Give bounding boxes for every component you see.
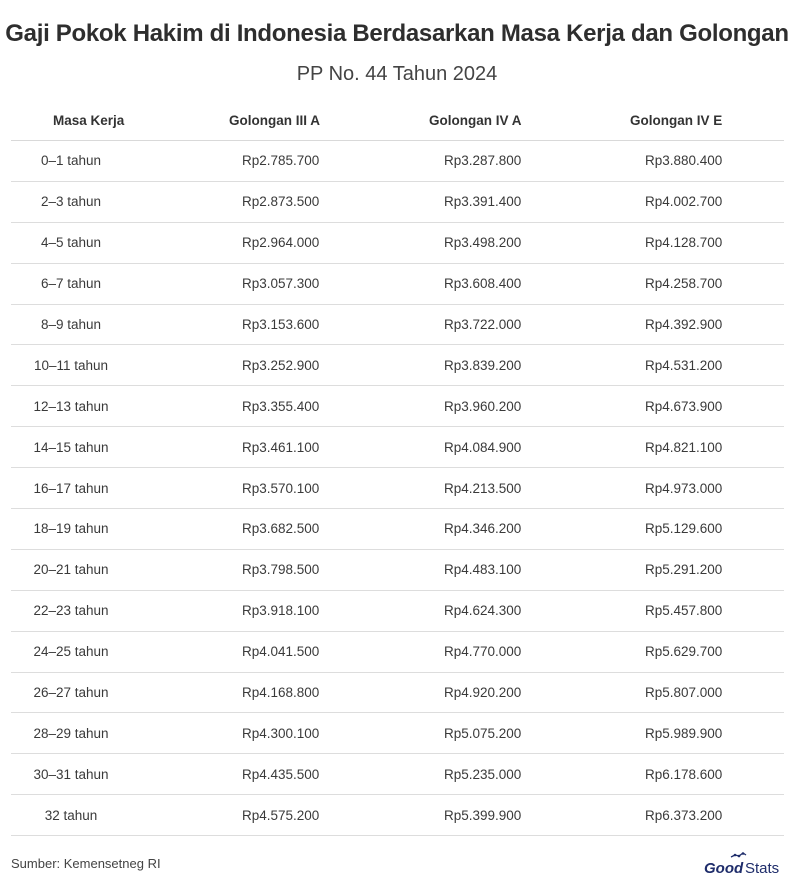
golongan-iii-a-cell: Rp3.918.100 <box>242 603 320 619</box>
table-row <box>11 264 784 305</box>
column-header-masa-kerja: Masa Kerja <box>53 112 125 128</box>
golongan-iv-a-cell: Rp4.770.000 <box>444 644 522 660</box>
table-row <box>11 345 784 386</box>
golongan-iv-a-cell: Rp4.624.300 <box>444 603 522 619</box>
masa-kerja-cell: 24–25 tahun <box>33 644 109 660</box>
golongan-iii-a-cell: Rp4.041.500 <box>242 644 320 660</box>
golongan-iii-a-cell: Rp3.252.900 <box>242 357 320 373</box>
golongan-iv-a-cell: Rp3.287.800 <box>444 153 522 169</box>
masa-kerja-cell: 8–9 tahun <box>40 317 102 332</box>
golongan-iv-a-cell: Rp4.213.500 <box>444 480 522 496</box>
masa-kerja-cell: 14–15 tahun <box>33 439 109 455</box>
golongan-iv-e-cell: Rp5.291.200 <box>645 562 723 578</box>
masa-kerja-cell: 4–5 tahun <box>40 235 102 251</box>
table-row <box>11 632 784 673</box>
golongan-iv-a-cell: Rp4.084.900 <box>444 439 522 455</box>
table-row <box>11 223 784 264</box>
golongan-iv-e-cell: Rp5.629.700 <box>645 644 723 660</box>
masa-kerja-cell: 6–7 tahun <box>40 276 102 292</box>
masa-kerja-cell: 22–23 tahun <box>33 603 109 619</box>
masa-kerja-cell: 20–21 tahun <box>33 562 109 578</box>
table-row <box>11 509 784 550</box>
golongan-iv-e-cell: Rp4.673.900 <box>645 398 723 414</box>
golongan-iv-a-cell: Rp4.346.200 <box>444 521 522 537</box>
masa-kerja-cell: 32 tahun <box>44 807 98 823</box>
column-header-golongan-iv-e: Golongan IV E <box>630 112 723 128</box>
golongan-iii-a-cell: Rp3.461.100 <box>242 439 320 455</box>
golongan-iv-e-cell: Rp5.807.000 <box>645 685 723 701</box>
golongan-iii-a-cell: Rp3.153.600 <box>242 317 320 332</box>
masa-kerja-cell: 30–31 tahun <box>33 766 109 782</box>
logo-text-good: Good <box>704 860 744 876</box>
golongan-iv-e-cell: Rp4.821.100 <box>645 439 723 455</box>
column-header-golongan-iii-a: Golongan III A <box>229 112 320 128</box>
table-header <box>11 100 784 141</box>
golongan-iii-a-cell: Rp3.057.300 <box>242 276 320 292</box>
masa-kerja-cell: 16–17 tahun <box>33 480 109 496</box>
table-row <box>11 468 784 509</box>
golongan-iv-e-cell: Rp4.973.000 <box>645 480 723 496</box>
golongan-iii-a-cell: Rp2.873.500 <box>242 194 320 210</box>
golongan-iv-a-cell: Rp3.391.400 <box>444 194 522 210</box>
table-row <box>11 427 784 468</box>
golongan-iv-a-cell: Rp3.839.200 <box>444 357 522 373</box>
golongan-iv-a-cell: Rp5.235.000 <box>444 766 522 782</box>
chart-subtitle: PP No. 44 Tahun 2024 <box>296 63 498 85</box>
masa-kerja-cell: 18–19 tahun <box>33 521 109 537</box>
table-row <box>11 141 784 182</box>
logo-dot <box>734 854 737 857</box>
golongan-iv-e-cell: Rp4.002.700 <box>645 194 723 210</box>
masa-kerja-cell: 10–11 tahun <box>33 357 109 373</box>
table-row <box>11 182 784 223</box>
golongan-iii-a-cell: Rp4.435.500 <box>242 766 320 782</box>
golongan-iv-a-cell: Rp3.960.200 <box>444 398 522 414</box>
golongan-iii-a-cell: Rp3.570.100 <box>242 480 320 496</box>
golongan-iii-a-cell: Rp3.798.500 <box>242 562 320 578</box>
golongan-iv-e-cell: Rp5.989.900 <box>645 725 723 741</box>
golongan-iv-e-cell: Rp4.392.900 <box>645 317 723 332</box>
table-body <box>11 141 784 836</box>
logo-text-stats: Stats <box>745 860 780 876</box>
golongan-iv-a-cell: Rp5.075.200 <box>444 725 522 741</box>
table-row <box>11 550 784 591</box>
golongan-iv-e-cell: Rp3.880.400 <box>645 153 723 169</box>
golongan-iii-a-cell: Rp3.682.500 <box>242 521 320 537</box>
chart-title: Gaji Pokok Hakim di Indonesia Berdasarkan Masa Kerja dan Golongan <box>5 20 789 47</box>
masa-kerja-cell: 2–3 tahun <box>40 194 102 210</box>
golongan-iii-a-cell: Rp4.168.800 <box>242 685 320 701</box>
column-header-golongan-iv-a: Golongan IV A <box>429 112 522 128</box>
logo-dot <box>742 852 745 855</box>
golongan-iv-e-cell: Rp5.129.600 <box>645 521 723 537</box>
salary-table <box>11 100 784 836</box>
golongan-iv-e-cell: Rp4.258.700 <box>645 276 723 292</box>
golongan-iv-e-cell: Rp5.457.800 <box>645 603 723 619</box>
table-row <box>11 386 784 427</box>
golongan-iv-a-cell: Rp4.920.200 <box>444 685 522 701</box>
golongan-iv-a-cell: Rp3.722.000 <box>444 317 522 332</box>
golongan-iv-e-cell: Rp4.128.700 <box>645 235 723 251</box>
golongan-iv-e-cell: Rp4.531.200 <box>645 357 723 373</box>
golongan-iii-a-cell: Rp2.964.000 <box>242 235 320 251</box>
golongan-iii-a-cell: Rp4.300.100 <box>242 725 320 741</box>
golongan-iii-a-cell: Rp3.355.400 <box>242 398 320 414</box>
table-row <box>11 795 784 836</box>
golongan-iv-a-cell: Rp4.483.100 <box>444 562 522 578</box>
masa-kerja-cell: 12–13 tahun <box>33 398 109 414</box>
table-row <box>11 591 784 632</box>
masa-kerja-cell: 26–27 tahun <box>33 685 109 701</box>
golongan-iii-a-cell: Rp4.575.200 <box>242 807 320 823</box>
goodstats-logo <box>704 852 786 876</box>
golongan-iv-e-cell: Rp6.178.600 <box>645 766 723 782</box>
golongan-iii-a-cell: Rp2.785.700 <box>242 153 320 169</box>
golongan-iv-a-cell: Rp5.399.900 <box>444 807 522 823</box>
golongan-iv-e-cell: Rp6.373.200 <box>645 807 723 823</box>
masa-kerja-cell: 0–1 tahun <box>40 153 102 169</box>
source-note: Sumber: Kemensetneg RI <box>11 856 161 871</box>
table-row <box>11 754 784 795</box>
golongan-iv-a-cell: Rp3.608.400 <box>444 276 522 292</box>
table-row <box>11 305 784 346</box>
table-row <box>11 673 784 714</box>
masa-kerja-cell: 28–29 tahun <box>33 725 109 741</box>
golongan-iv-a-cell: Rp3.498.200 <box>444 235 522 251</box>
logo-dot <box>738 855 741 858</box>
table-row <box>11 713 784 754</box>
